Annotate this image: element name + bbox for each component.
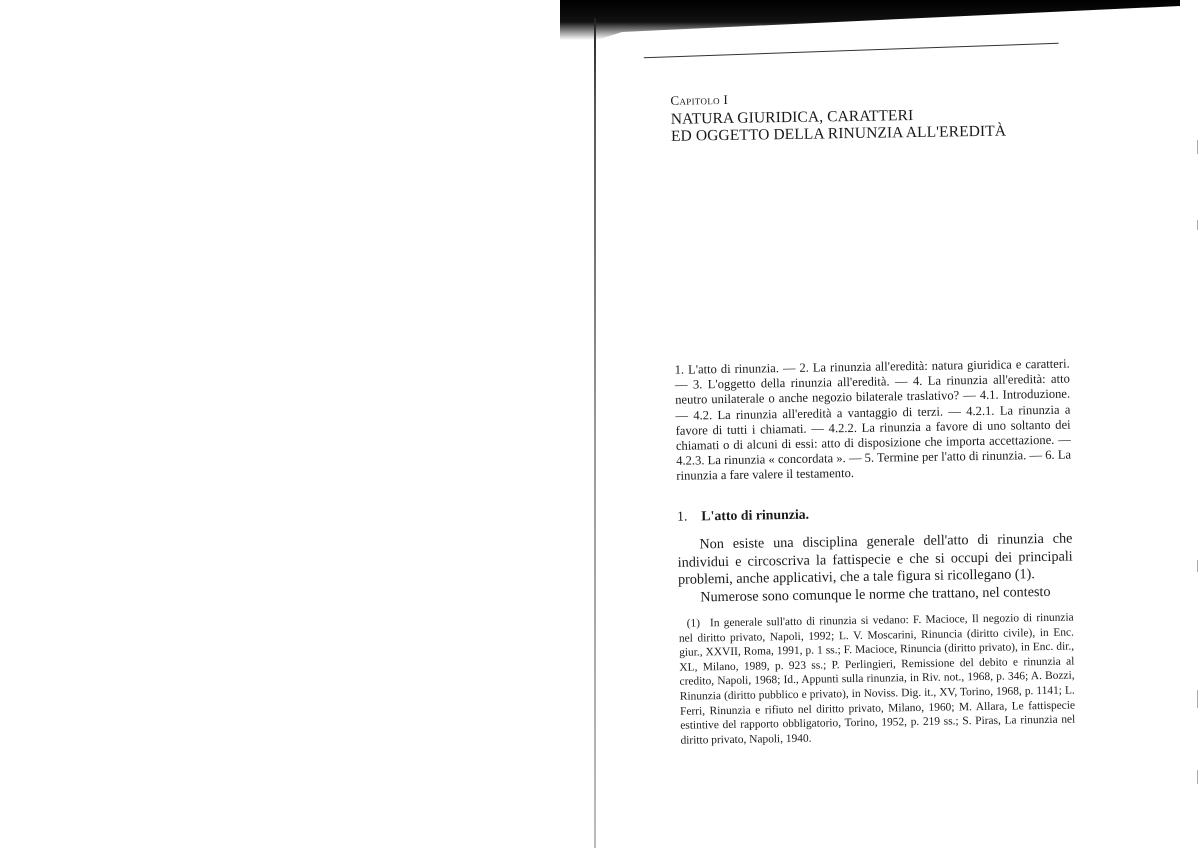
section-title: L'atto di rinunzia. <box>701 506 810 524</box>
chapter-title-line-1: NATURA GIURIDICA, CARATTERI <box>670 107 914 128</box>
body-paragraph-1: Non esiste una disciplina generale dell'atto di rinunzia che individui e circoscriva la fattispecie e che si occupi dei principali problemi, anche applicativi, che a tale figura si ricollegano (1). <box>677 530 1073 588</box>
page-edge-mark <box>1197 220 1198 230</box>
chapter-label: Capitolo I <box>670 91 729 108</box>
page-edge-mark <box>1197 140 1198 154</box>
body-paragraph-2: Numerose sono comunque le norme che trattano, nel contesto <box>700 583 1051 605</box>
right-page <box>593 0 1200 859</box>
section-heading <box>677 507 809 525</box>
footnote-text: In generale sull'atto di rinunzia si vedano: F. Macioce, Il negozio di rinunzia nel diritto privato, Napoli, 1992; L. V. Moscarini, Rinuncia (diritto civile), in Enc. giur., XXVII, Roma, 1991, p. 1 ss.; F. Macioce, Rinuncia (diritto privato), in Enc. dir., XL, Milano, 1989, p. 923 ss.; P. Perlingieri, Remissione del debito e rinunzia al credito, Napoli, 1968; Id., Appunti sulla rinunzia, in Riv. not., 1968, p. 346; A. Bozzi, Rinunzia (diritto pubblico e privato), in Noviss. Dig. it., XV, Torino, 1968, p. 1141; L. Ferri, Rinunzia e rifiuto nel diritto privato, Milano, 1960; M. Allara, Le fattispecie estintive del rapporto obbligatorio, Torino, 1952, p. 219 ss.; S. Piras, La rinunzia nel diritto privato, Napoli, 1940. <box>678 611 1076 747</box>
chapter-summary: 1. L'atto di rinunzia. — 2. La rinunzia all'eredità: natura giuridica e caratteri. — 3. L'oggetto della rinunzia all'eredità. — 4. La rinunzia all'eredità: atto neutro unilaterale o anche negozio bilaterale traslativo? — 4.1. Introduzione. — 4.2. La rinunzia all'eredità a vantaggio di terzi. — 4.2.1. La rinunzia a favore di tutti i chiamati. — 4.2.2. La rinunzia a favore di uno soltanto dei chiamati o di alcuni di essi: atto di disposizione che importa accettazione. — 4.2.3. La rinunzia « concordata ». — 5. Termine per l'atto di rinunzia. — 6. La rinunzia a fare valere il testamento. <box>674 356 1072 484</box>
section-number: 1. <box>676 508 688 524</box>
header-rule <box>644 43 1059 58</box>
blank-left-page <box>0 0 596 853</box>
body-text <box>677 531 1073 607</box>
chapter-title-line-2: ED OGGETTO DELLA RINUNZIA ALL'EREDITÀ <box>670 122 1007 145</box>
chapter-title <box>671 106 1007 145</box>
footnote-number: (1) <box>686 617 701 630</box>
footnote <box>679 611 1076 749</box>
